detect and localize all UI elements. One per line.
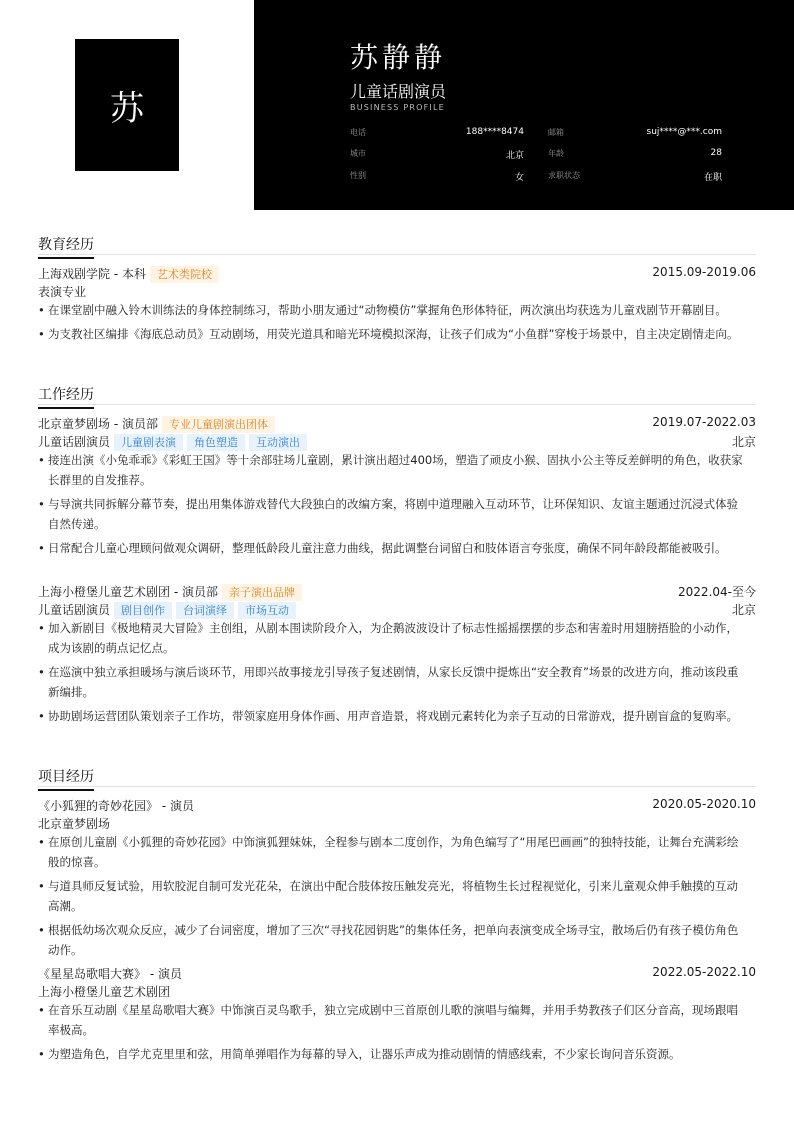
info-value: suj****@***.com — [646, 127, 722, 137]
section-title-projects: 项目经历 — [38, 766, 94, 791]
school-tag: 艺术类院校 — [150, 266, 219, 283]
job-city: 北京 — [731, 435, 756, 449]
project-name: 《星星岛歌唱大赛》 - 演员 — [38, 967, 182, 981]
section-divider — [38, 254, 756, 255]
list-item: • 日常配合儿童心理顾问做观众调研，整理低龄段儿童注意力曲线，据此调整台词留白和肢体语言夸张度，确保不同年龄段都能被吸引。 — [38, 541, 727, 555]
company-name: 上海小橙堡儿童艺术剧团 - 演员部 — [38, 585, 218, 599]
info-value: 28 — [710, 148, 722, 158]
company-tag: 专业儿童剧演出团体 — [162, 416, 275, 433]
info-value: 女 — [514, 173, 524, 183]
skill-tag: 儿童剧表演 — [114, 434, 183, 451]
section-divider — [38, 786, 756, 787]
project-date: 2020.05-2020.10 — [652, 797, 756, 811]
info-label: 电话 — [350, 128, 366, 137]
skill-tag: 市场互动 — [238, 602, 296, 619]
project-org: 上海小橙堡儿童艺术剧团 — [38, 985, 171, 999]
info-label: 年龄 — [548, 149, 564, 158]
list-item: • 与导演共同拆解分幕节奏，提出用集体游戏替代大段独白的改编方案，将剧中道理融入互动环节，让环保知识、友谊主题通过沉浸式体验自然传递。 — [38, 497, 738, 531]
job-city: 北京 — [731, 603, 756, 617]
job-position: 儿童话剧演员 — [38, 603, 111, 617]
info-label: 邮箱 — [548, 128, 564, 137]
section-title-education: 教育经历 — [38, 234, 94, 259]
resume-header — [0, 0, 794, 210]
company-name: 北京童梦剧场 - 演员部 — [38, 417, 158, 431]
list-item: • 根据低幼场次观众反应，减少了台词密度，增加了三次“寻找花园钥匙”的集体任务，把单向表演变成全场寻宝，散场后仍有孩子模仿角色动作。 — [38, 923, 739, 957]
profile-label: BUSINESS PROFILE — [350, 103, 445, 112]
list-item: • 在音乐互动剧《星星岛歌唱大赛》中饰演百灵鸟歌手，独立完成剧中三首原创儿歌的演唱与编舞，并用手势教孩子们区分音高，现场跟唱率极高。 — [38, 1003, 738, 1037]
candidate-role: 儿童话剧演员 — [350, 82, 447, 101]
info-label: 城市 — [350, 149, 366, 158]
major: 表演专业 — [38, 285, 87, 299]
project-org: 北京童梦剧场 — [38, 817, 111, 831]
info-value: 188****8474 — [465, 127, 524, 137]
job-position: 儿童话剧演员 — [38, 435, 111, 449]
projects-section — [38, 766, 756, 1076]
candidate-name: 苏静静 — [350, 41, 447, 74]
list-item: • 在原创儿童剧《小狐狸的奇妙花园》中饰演狐狸妹妹，全程参与剧本二度创作，为角色编写了“用尾巴画画”的独特技能，让舞台充满彩绘般的惊喜。 — [38, 835, 739, 869]
list-item: • 在课堂剧中融入铃木训练法的身体控制练习，帮助小朋友通过“动物模仿”掌握角色形体特征，两次演出均获选为儿童戏剧节开幕剧目。 — [38, 303, 727, 317]
list-item: • 加入新剧目《极地精灵大冒险》主创组，从剧本围读阶段介入，为企鹅波波设计了标志性摇摇摆摆的步态和害羞时用翅膀捂脸的小动作，成为该剧的萌点记忆点。 — [38, 621, 738, 655]
company-tag: 亲子演出品牌 — [222, 584, 302, 601]
skill-tag: 剧目创作 — [114, 602, 172, 619]
list-item: • 协助剧场运营团队策划亲子工作坊，带领家庭用身体作画、用声音造景，将戏剧元素转化为亲子互动的日常游戏，提升剧盲盒的复购率。 — [38, 709, 738, 723]
info-label: 求职状态 — [548, 171, 580, 180]
education-date: 2015.09-2019.06 — [652, 265, 756, 279]
info-value: 在职 — [703, 173, 722, 183]
list-item: • 为塑造角色，自学尤克里里和弦，用简单弹唱作为每幕的导入，让器乐声成为推动剧情的情感线索，不少家长询问音乐资源。 — [38, 1047, 681, 1061]
list-item: • 接连出演《小兔乖乖》《彩虹王国》等十余部驻场儿童剧，累计演出超过400场，塑造了顽皮小猴、固执小公主等反差鲜明的角色，收获家长群里的自发推荐。 — [38, 453, 743, 487]
project-name: 《小狐狸的奇妙花园》 - 演员 — [38, 799, 194, 813]
job-date: 2022.04-至今 — [678, 585, 756, 599]
project-date: 2022.05-2022.10 — [652, 965, 756, 979]
work-section — [38, 384, 756, 754]
school-name: 上海戏剧学院 - 本科 — [38, 267, 146, 281]
section-divider — [38, 404, 756, 405]
list-item: • 与道具师反复试验，用软胶泥自制可发光花朵，在演出中配合肢体按压触发亮光，将植物生长过程视觉化，引来儿童观众伸手触摸的互动高潮。 — [38, 879, 738, 913]
job-date: 2019.07-2022.03 — [652, 415, 756, 429]
section-title-work: 工作经历 — [38, 384, 94, 409]
info-label: 性别 — [350, 171, 366, 180]
info-value: 北京 — [505, 151, 524, 161]
list-item: • 在巡演中独立承担暖场与演后谈环节，用即兴故事接龙引导孩子复述剧情，从家长反馈中提炼出“安全教育”场景的改进方向，推动该段重新编排。 — [38, 665, 739, 699]
skill-tag: 互动演出 — [249, 434, 307, 451]
avatar: 苏 — [75, 39, 179, 171]
list-item: • 为支教社区编排《海底总动员》互动剧场，用荧光道具和暗光环境模拟深海，让孩子们成为“小鱼群”穿梭于场景中，自主决定剧情走向。 — [38, 327, 739, 341]
education-section — [38, 234, 756, 374]
skill-tag: 台词演绎 — [176, 602, 234, 619]
skill-tag: 角色塑造 — [187, 434, 245, 451]
